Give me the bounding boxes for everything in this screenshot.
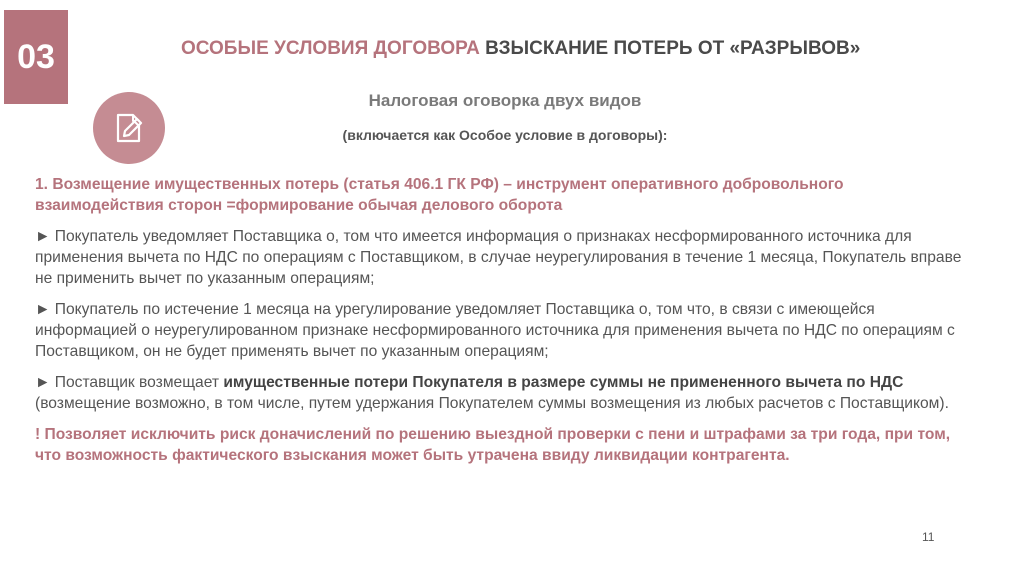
bullet-emphasis: имущественные потери Покупателя в размере суммы не примененного вычета по НДС	[223, 374, 904, 391]
section-number: 03	[17, 37, 55, 76]
point-heading: 1. Возмещение имущественных потерь (статья 406.1 ГК РФ) – инструмент оперативного добровольного взаимодействия сторон =формирование обычая делового оборота	[35, 176, 844, 214]
slide-subnote: (включается как Особое условие в договоры):	[342, 127, 668, 143]
slide-subtitle: Налоговая оговорка двух видов	[368, 91, 642, 110]
bullet-item	[35, 372, 970, 414]
slide-body	[35, 174, 970, 476]
slide-title	[181, 38, 860, 60]
slide-title-rest: ВЗЫСКАНИЕ ПОТЕРЬ ОТ «РАЗРЫВОВ»	[485, 38, 861, 59]
section-number-badge	[4, 10, 68, 104]
bullet-text: (возмещение возможно, в том числе, путем удержания Покупателем суммы возмещения из любых расчетов с Поставщиком).	[35, 395, 949, 412]
page-number: 11	[922, 530, 935, 544]
bullet-item: ► Покупатель уведомляет Поставщика о, том что имеется информация о признаках несформированного источника для применения вычета по НДС по операциям с Поставщиком, в случае неурегулирования в течение 1 месяца, Покупатель вправе не применить вычет по указанным операциям;	[35, 228, 962, 287]
slide-title-accent: ОСОБЫЕ УСЛОВИЯ ДОГОВОРА	[181, 38, 480, 59]
bullet-text: ► Поставщик возмещает	[35, 374, 224, 391]
bullet-item: ► Покупатель по истечение 1 месяца на урегулирование уведомляет Поставщика о, том что, в связи с имеющейся информацией о неурегулированном признаке несформированного источника для применения вычета по НДС по операциям с Поставщиком, он не будет применять вычет по указанным операциям;	[35, 301, 955, 360]
warning-note: ! Позволяет исключить риск доначислений по решению выездной проверки с пени и штрафами за три года, при том, что возможность фактического взыскания может быть утрачена ввиду ликвидации контрагента.	[35, 426, 951, 464]
